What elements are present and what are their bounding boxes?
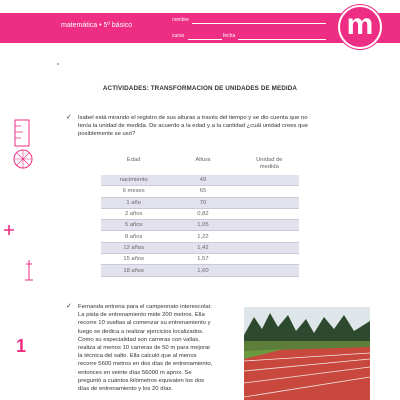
- compass-icon: [12, 148, 34, 170]
- ruler-icon: [12, 118, 32, 148]
- table-row: [101, 197, 299, 208]
- height-cell: 49: [199, 177, 207, 184]
- height-cell: 1,42: [197, 244, 209, 251]
- unit-cell[interactable]: [240, 265, 299, 276]
- header-height: Altura: [195, 157, 211, 163]
- age-cell: nacimiento: [119, 177, 148, 184]
- date-label: fecha: [223, 33, 236, 39]
- course-label: curso: [172, 33, 185, 39]
- age-cell: 5 años: [124, 222, 143, 229]
- page-number: 1: [16, 336, 27, 356]
- tool-icon: [22, 258, 36, 284]
- age-cell: 15 años: [123, 256, 144, 263]
- height-cell: 1,57: [197, 256, 209, 263]
- height-cell: 0,82: [197, 211, 209, 218]
- table-row: [101, 242, 299, 253]
- table-row: [101, 265, 299, 276]
- activity-title: ACTIVIDADES: TRANSFORMACION DE UNIDADES DE MEDIDA: [102, 85, 298, 92]
- height-cell: 1,60: [197, 267, 209, 274]
- height-cell: 65: [199, 188, 207, 195]
- unit-cell[interactable]: [240, 231, 299, 242]
- age-cell: 18 años: [123, 267, 144, 274]
- question-1-text: Isabel está mirando el registro de sus alturas a través del tiempo y se dio cuenta que no tenía la unidad de medida. De acuerdo a la edad y a la cantidad ¿cuál unidad crees que posiblemente se usó?: [78, 115, 308, 138]
- name-label: nombre: [172, 17, 189, 23]
- course-line: [188, 39, 222, 40]
- unit-cell[interactable]: [240, 220, 299, 231]
- header-unit: Unidad de medida: [256, 157, 283, 170]
- table-row: [101, 175, 299, 186]
- unit-cell[interactable]: [240, 186, 299, 197]
- check-icon: ✓: [66, 303, 72, 310]
- subject-label: matemática • 5º básico: [61, 22, 133, 29]
- height-cell: 1,22: [197, 233, 209, 240]
- age-cell: 12 años: [123, 244, 144, 251]
- unit-cell[interactable]: [240, 208, 299, 219]
- check-icon: ✓: [66, 114, 72, 121]
- height-cell: 70: [199, 199, 207, 206]
- table-row: [101, 231, 299, 242]
- header-age: Edad: [126, 157, 141, 163]
- plus-icon: [2, 223, 16, 237]
- name-line: [192, 23, 326, 24]
- table-header-row: [101, 157, 299, 175]
- table-row: [101, 220, 299, 231]
- unit-cell[interactable]: [240, 197, 299, 208]
- question-2-text: Fernanda entrena para el campeonato interescolar. La pista de entrenamiento mide 200 metros. Ella recorre 10 vueltas al comenzar su entrenamiento y luego se dedica a realizar ejercicios localizados. Como su especialidad son carreras con vallas, realiza al menos 10 carreras de 50 m para mejorar la técnica del salto. Ella calculó que al menos recorre 5600 metros en dos días de entrenamiento, entonces en veinte días 56000 m aprox. Se preguntó a cuántos kilómetros equivalen los dos días de entrenamiento y los 20 días.: [78, 304, 213, 393]
- table-row: [101, 208, 299, 219]
- height-cell: 1,05: [197, 222, 209, 229]
- dot-mark: [57, 63, 59, 65]
- unit-cell[interactable]: [240, 175, 299, 186]
- track-photo: [244, 307, 370, 400]
- age-cell: 1 año: [126, 199, 141, 206]
- date-line: [238, 39, 326, 40]
- unit-cell[interactable]: [240, 254, 299, 265]
- age-cell: 8 años: [124, 233, 143, 240]
- unit-cell[interactable]: [240, 242, 299, 253]
- table-row: [101, 186, 299, 197]
- brand-logo: m: [338, 5, 382, 49]
- table-row: [101, 254, 299, 265]
- age-cell: 2 años: [124, 211, 143, 218]
- age-cell: 6 meses: [122, 188, 145, 195]
- height-table: [101, 157, 299, 277]
